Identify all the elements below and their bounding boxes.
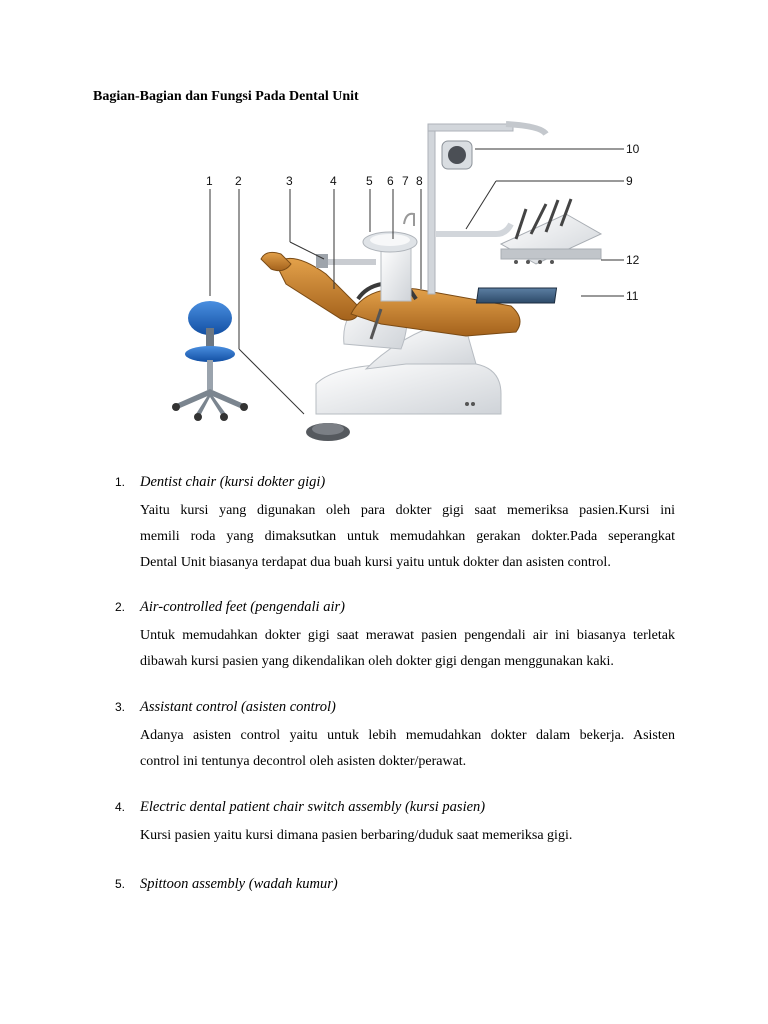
dental-unit-figure [166,114,656,444]
body-line: memili roda yang dimaksutkan untuk memudahkan gerakan dokter.Pada seperangkat [140,529,675,544]
callout-1: 1 [206,174,213,188]
section-heading: Electric dental patient chair switch assembly (kursi pasien) [140,799,486,815]
section-body [140,823,675,849]
assistant-arm [316,254,376,268]
body-line: control ini tentunya decontrol oleh asisten dokter/perawat. [140,754,467,769]
dentist-stool [172,301,248,421]
body-line: Kursi pasien yaitu kursi dimana pasien berbaring/duduk saat memeriksa gigi. [140,828,573,843]
section-number: 1. [115,475,126,489]
section-spittoon [115,876,675,900]
section-heading: Dentist chair (kursi dokter gigi) [140,474,326,490]
section-body [140,623,675,675]
instrument-delivery [436,199,601,264]
callout-2: 2 [235,174,242,188]
foot-control [306,423,350,441]
body-line: Dental Unit biasanya terdapat dua buah kursi yaitu untuk dokter dan asisten control. [140,555,611,570]
callout-12: 12 [626,253,640,267]
callout-9: 9 [626,174,633,188]
section-number: 2. [115,600,126,614]
body-line: Yaitu kursi yang digunakan oleh para dokter gigi saat memeriksa pasien.Kursi ini [140,503,675,518]
callout-10: 10 [626,142,640,156]
section-heading: Spittoon assembly (wadah kumur) [140,876,338,892]
section-body [140,723,675,775]
section-heading: Air-controlled feet (pengendali air) [140,599,345,615]
body-line: Adanya asisten control yaitu untuk lebih memudahkan dokter dalam bekerja. Asisten [140,728,675,743]
callout-8: 8 [416,174,423,188]
instrument-tray [476,288,556,303]
section-heading: Assistant control (asisten control) [140,699,336,715]
body-line: Untuk memudahkan dokter gigi saat merawat pasien pengendali air ini biasanya terletak [140,628,675,643]
body-line: dibawah kursi pasien yang dikendalikan oleh dokter gigi dengan menggunakan kaki. [140,654,614,669]
section-patient-chair [115,799,675,849]
callout-11: 11 [626,289,639,303]
callout-7: 7 [402,174,409,188]
section-number: 3. [115,700,126,714]
callout-4: 4 [330,174,337,188]
callout-3: 3 [286,174,293,188]
section-assistant-control [115,699,675,775]
section-dentist-chair [115,474,675,576]
section-air-controlled-feet [115,599,675,675]
section-number: 5. [115,877,126,891]
callout-5: 5 [366,174,373,188]
page-title: Bagian-Bagian dan Fungsi Pada Dental Unit [93,89,359,104]
callout-6: 6 [387,174,394,188]
section-number: 4. [115,800,126,814]
section-body [140,498,675,576]
